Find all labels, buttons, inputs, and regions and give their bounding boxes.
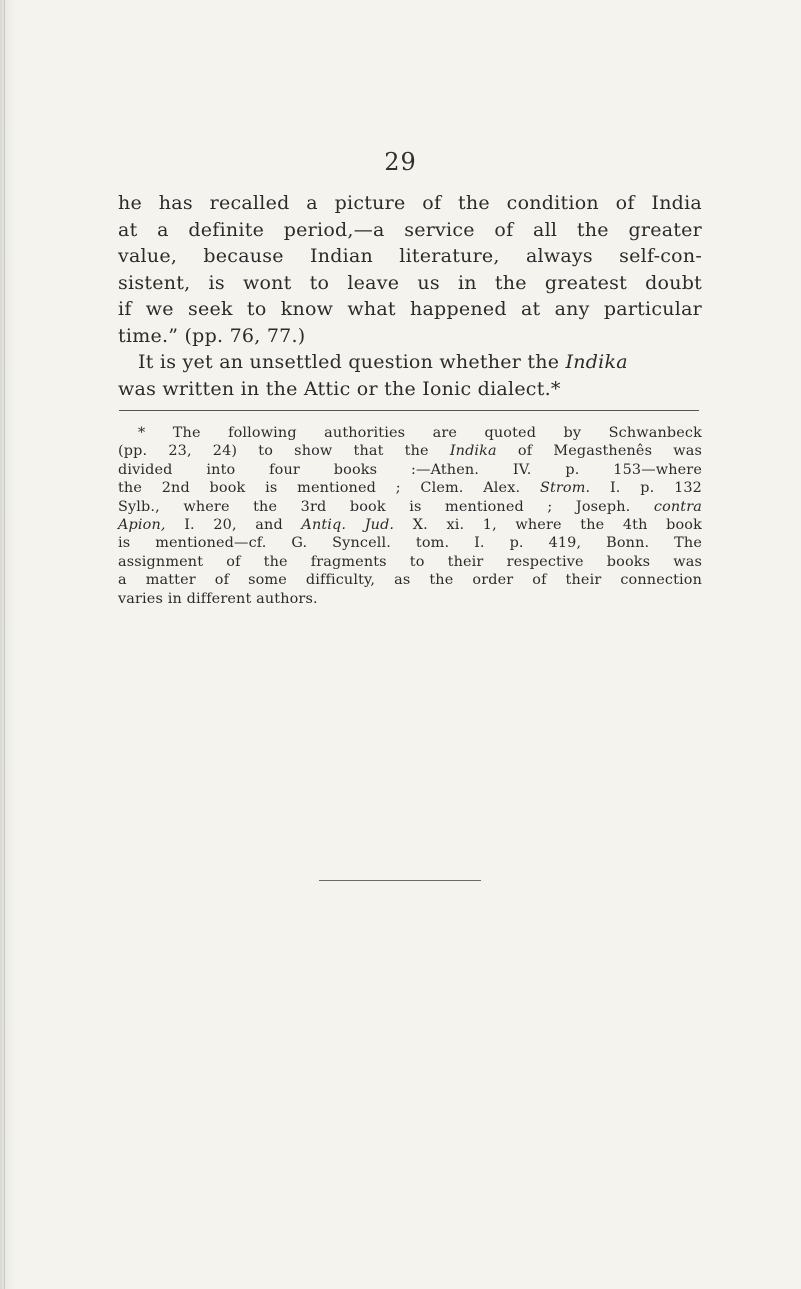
italic-title: Antiq. Jud. — [301, 517, 395, 534]
text-line: at a definite period,—a service of all the greater — [118, 218, 702, 241]
footnote-line: * The following authorities are quoted by Schwanbeck — [138, 425, 702, 441]
text-run: (pp. 23, 24) to show that the — [118, 443, 450, 460]
text-line — [118, 349, 702, 376]
page-number: 29 — [384, 148, 417, 176]
italic-title: Apion, — [118, 517, 166, 534]
italic-title: Indika — [449, 443, 497, 460]
main-text — [118, 190, 702, 402]
text-line: was written in the Attic or the Ionic dialect.* — [118, 377, 561, 400]
text-run: I. p. 132 — [590, 480, 702, 497]
text-line: sistent, is wont to leave us in the greatest doubt — [118, 271, 702, 294]
text-run: Sylb., where the 3rd book is mentioned ; Joseph. — [118, 498, 654, 515]
footnote — [118, 424, 702, 608]
text-run: of Megasthenês was — [496, 443, 702, 460]
italic-title: contra — [653, 498, 702, 515]
text-line: value, because Indian literature, always self-con- — [118, 245, 702, 267]
italic-title: Strom. — [539, 480, 591, 497]
footnote-line: varies in different authors. — [118, 590, 318, 607]
text-line: time.” (pp. 76, 77.) — [118, 324, 306, 347]
footnote-line: is mentioned—cf. G. Syncell. tom. I. p. 419, Bonn. The — [118, 535, 702, 552]
text-line: if we seek to know what happened at any particular — [118, 298, 702, 320]
text-run: It is yet an unsettled question whether the — [138, 351, 566, 373]
text-run: X. xi. 1, where the 4th book — [394, 517, 702, 534]
footnote-line: divided into four books :—Athen. IV. p. 153—where — [118, 461, 702, 478]
footnote-divider — [119, 410, 699, 411]
footnote-line — [118, 442, 702, 460]
footnote-line — [118, 516, 702, 534]
text-run: the 2nd book is mentioned ; Clem. Alex. — [118, 480, 540, 497]
bottom-divider — [319, 880, 481, 881]
text-line: he has recalled a picture of the condition of India — [118, 192, 702, 214]
footnote-line: a matter of some difficulty, as the order of their connection — [118, 572, 702, 589]
footnote-line — [118, 479, 702, 497]
text-run: I. 20, and — [165, 517, 302, 534]
italic-title: Indika — [565, 351, 628, 373]
page-edge — [0, 0, 14, 1289]
footnote-line — [118, 498, 702, 516]
footnote-line: assignment of the fragments to their respective books was — [118, 553, 702, 570]
